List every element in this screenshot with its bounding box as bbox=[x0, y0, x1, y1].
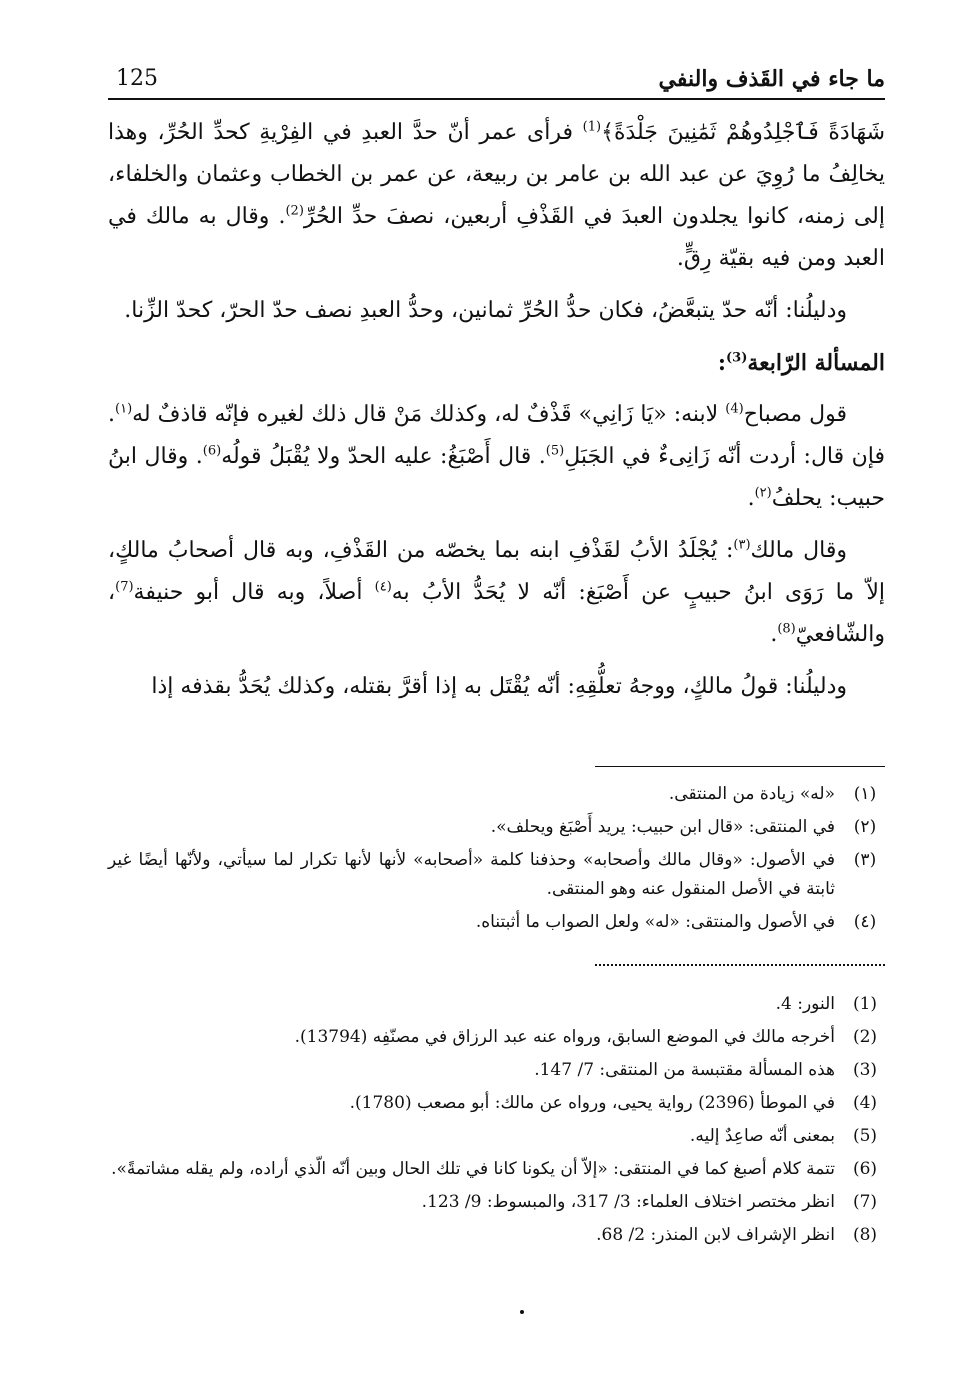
paragraph-text: أصلاً، وبه قال أبو حنيفة bbox=[133, 580, 375, 605]
footnote-number: (١) bbox=[853, 784, 877, 804]
paragraph-2: ودليلُنا: أنّه حدّ يتبعَّضُ، فكان حدُّ الحُرِّ ثمانين، وحدُّ العبدِ نصف حدّ الحرّ، كحدّ الزِّنا. bbox=[124, 298, 847, 323]
footnote-ref: (٣) bbox=[733, 537, 751, 553]
footnote-number: (6) bbox=[852, 1159, 878, 1179]
main-text bbox=[108, 112, 885, 718]
footnote-ref: (4) bbox=[725, 401, 744, 417]
footnote-item bbox=[108, 1056, 885, 1085]
footnote-ref: (5) bbox=[545, 443, 565, 459]
paragraph-4 bbox=[108, 530, 885, 656]
footnote-text: في الموطأ (2396) رواية يحيى، ورواه عن مالك: أبو مصعب (1780). bbox=[349, 1093, 835, 1113]
footnote-number: (2) bbox=[852, 1027, 878, 1047]
page-mark bbox=[520, 1310, 524, 1314]
paragraph-5: ودليلُنا: قولُ مالكٍ، ووجهُ تعلُّقِهِ: أنّه يُقْتَل به إذا أقرَّ بقتله، وكذلك يُحَدُّ بقذفه إذا bbox=[151, 674, 847, 699]
page-header bbox=[108, 62, 885, 100]
paragraph-text: وقال مالك bbox=[750, 538, 847, 563]
footnote-text: «له» زيادة من المنتقى. bbox=[668, 784, 835, 804]
paragraph-text: . وقال ابنُ حبيب: يحلفُ bbox=[108, 444, 885, 511]
footnote-number: (3) bbox=[852, 1060, 878, 1080]
paragraph-3 bbox=[108, 394, 885, 520]
footnote-item bbox=[108, 1188, 885, 1217]
paragraph-text: : يُجْلَدُ الأبُ لقَذْفِ ابنه بما يخصّه من القَذْفِ، وبه قال أصحابُ مالكٍ، إلاّ ما رَوَى ابنُ حبيبٍ عن أَصْبَغ: أنّه لا يُحَدُّ الأبُ به bbox=[108, 538, 885, 605]
footnote-number: (4) bbox=[852, 1093, 878, 1113]
paragraph-1 bbox=[108, 112, 885, 280]
footnote-number: (٣) bbox=[853, 850, 877, 870]
footnote-text: تتمة كلام أصبغ كما في المنتقى: «إلاّ أن يكونا كانا في تلك الحال وبين أنّه الّذي أراده، ولم يقله مشاتمةً». bbox=[111, 1159, 835, 1179]
footnote-item bbox=[108, 813, 885, 842]
paragraph-text: قول مصباح bbox=[743, 402, 847, 427]
footnote-item bbox=[108, 908, 885, 937]
footnote-item bbox=[108, 1155, 885, 1184]
paragraph-text: . bbox=[747, 486, 755, 511]
source-footnotes bbox=[108, 990, 885, 1254]
footnote-ref: (3) bbox=[726, 350, 748, 366]
paragraph-text: . فإن قال: أردت أنّه زَانِىءٌ في الجَبَلِ bbox=[108, 402, 885, 469]
running-title: ما جاء في القَذف والنفي bbox=[658, 66, 885, 92]
section-heading bbox=[108, 342, 885, 384]
footnote-ref: (1) bbox=[582, 119, 602, 135]
footnote-number: (7) bbox=[852, 1192, 878, 1212]
quran-verse: شَهَادَةً فَٱجْلِدُوهُمْ ثَمَٰنِينَ جَلْدَةً﴾ bbox=[601, 120, 886, 145]
paragraph-text: . قال أَصْبَغُ: عليه الحدّ ولا يُقْبَلُ قولُه bbox=[221, 444, 546, 469]
page-number: 125 bbox=[116, 66, 158, 91]
paragraph-text: لابنه: «يَا زَانِي» قَذْفٌ له، وكذلك مَنْ قال ذلك لغيره فإنّه قاذفٌ له bbox=[132, 402, 726, 427]
footnote-ref: (٢) bbox=[754, 485, 772, 501]
footnote-text: في المنتقى: «قال ابن حبيب: يريد أَصْبَغ ويحلف». bbox=[490, 817, 835, 837]
footnote-item bbox=[108, 780, 885, 809]
footnote-text: هذه المسألة مقتبسة من المنتقى: 7/ 147. bbox=[534, 1060, 835, 1080]
paragraph-text: فرأى عمر أنّ حدَّ العبدِ في الفِرْيةِ كحدِّ الحُرِّ، وهذا يخالِفُ ما رُوِيَ عن عبد الله بن عامر بن ربيعة، عن عمر بن الخطاب وعثمان والخلفاء، إلى زمنه، كانوا يجلدون العبدَ في القَذْفِ أربعين، نصفَ حدِّ الحُرِّ bbox=[108, 120, 886, 229]
heading-colon: : bbox=[717, 350, 727, 376]
paragraph-text: ، والشّافعيّ bbox=[108, 580, 885, 647]
footnote-text: انظر مختصر اختلاف العلماء: 3/ 317، والمبسوط: 9/ 123. bbox=[421, 1192, 835, 1212]
footnote-text: بمعنى أنّه صاعِدٌ إليه. bbox=[689, 1126, 835, 1146]
paragraph-text: . وقال به مالك في العبد ومن فيه بقيّة رِقٍّ. bbox=[108, 204, 885, 271]
footnote-ref: (7) bbox=[115, 579, 134, 595]
footnote-item bbox=[108, 1122, 885, 1151]
heading-text: المسألة الرّابعة bbox=[747, 350, 885, 376]
footnote-number: (٢) bbox=[853, 817, 877, 837]
paragraph-text: . bbox=[770, 622, 778, 647]
footnote-number: (5) bbox=[852, 1126, 878, 1146]
footnote-number: (1) bbox=[852, 994, 878, 1014]
footnote-item bbox=[108, 1221, 885, 1250]
footnote-text: انظر الإشراف لابن المنذر: 2/ 68. bbox=[596, 1225, 835, 1245]
footnote-text: في الأصول والمنتقى: «له» ولعل الصواب ما أثبتناه. bbox=[475, 912, 835, 932]
footnote-ref: (٤) bbox=[374, 579, 392, 595]
dotted-separator bbox=[595, 964, 885, 966]
footnote-separator bbox=[595, 766, 885, 767]
editor-footnotes bbox=[108, 780, 885, 941]
footnote-number: (٤) bbox=[853, 912, 877, 932]
footnote-item bbox=[108, 846, 885, 904]
footnote-ref: (8) bbox=[777, 621, 796, 637]
footnote-text: في الأصول: «وقال مالك وأصحابه» وحذفنا كلمة «أصحابه» لأنها لأنها تكرار لما سيأتي، ولأنّها أيضًا غير ثابتة في الأصل المنقول عنه وهو المنتقى. bbox=[108, 850, 835, 899]
footnote-ref: (١) bbox=[115, 401, 133, 417]
footnote-item bbox=[108, 1023, 885, 1052]
footnote-ref: (2) bbox=[285, 203, 304, 219]
footnote-text: أخرجه مالك في الموضع السابق، ورواه عنه عبد الرزاق في مصنّفِه (13794). bbox=[294, 1027, 835, 1047]
footnote-ref: (6) bbox=[202, 443, 222, 459]
footnote-item bbox=[108, 1089, 885, 1118]
footnote-number: (8) bbox=[852, 1225, 878, 1245]
footnote-text: النور: 4. bbox=[775, 994, 835, 1014]
footnote-item bbox=[108, 990, 885, 1019]
